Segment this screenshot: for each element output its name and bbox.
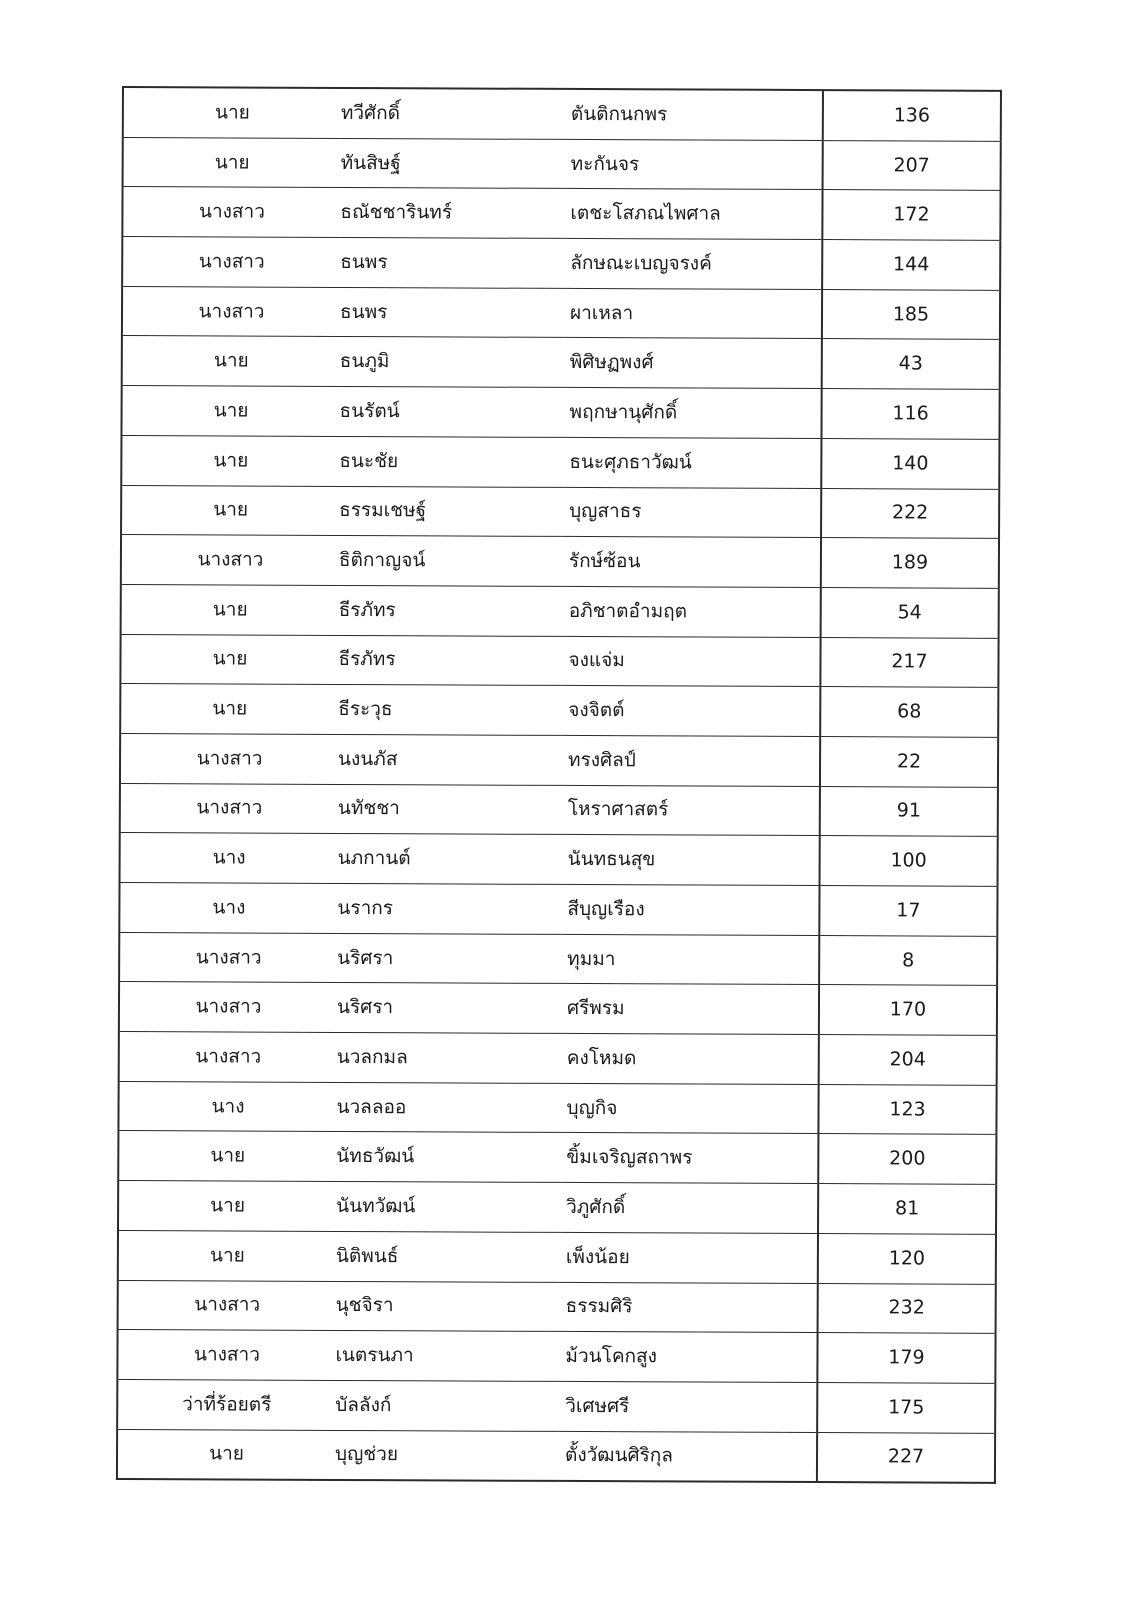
number-cell: 100: [820, 836, 998, 886]
first-name-cell: ธณัชชารินทร์: [340, 188, 564, 239]
table-row: [122, 237, 1000, 291]
number-cell: 136: [823, 90, 1001, 141]
last-name-cell: จงจิตต์: [562, 686, 820, 737]
title-prefix-cell: นาง: [118, 1081, 336, 1132]
table-row: [121, 386, 999, 440]
last-name-cell: ศรีพรม: [561, 984, 819, 1035]
number-cell: 232: [818, 1283, 996, 1333]
table-row: [122, 336, 1000, 390]
first-name-cell: ทวีศักดิ์: [341, 88, 565, 139]
title-prefix-cell: นาย: [120, 684, 338, 735]
number-cell: 170: [819, 985, 997, 1035]
number-cell: 217: [820, 637, 998, 687]
number-cell: 17: [819, 886, 997, 936]
table-row: [119, 1032, 997, 1086]
table-row: [121, 584, 999, 638]
title-prefix-cell: นาย: [123, 87, 341, 138]
last-name-cell: ทรงศิลป์: [562, 735, 820, 786]
table-row: [119, 932, 997, 986]
table-row: [117, 1330, 995, 1384]
first-name-cell: ธนพร: [340, 238, 564, 289]
title-prefix-cell: นาง: [120, 833, 338, 884]
last-name-cell: เพ็งน้อย: [560, 1232, 818, 1283]
last-name-cell: วิเศษศรี: [559, 1381, 817, 1432]
last-name-cell: วิภูศักดิ์: [560, 1183, 818, 1234]
last-name-cell: ทุมมา: [561, 934, 819, 985]
table-row: [117, 1379, 995, 1433]
table-row: [122, 286, 1000, 340]
title-prefix-cell: นางสาว: [119, 982, 337, 1033]
title-prefix-cell: นาย: [118, 1230, 336, 1281]
title-prefix-cell: นาย: [118, 1181, 336, 1232]
number-cell: 120: [818, 1233, 996, 1283]
title-prefix-cell: นางสาว: [122, 187, 340, 238]
number-cell: 8: [819, 935, 997, 985]
number-cell: 179: [817, 1333, 995, 1383]
first-name-cell: ธนะชัย: [339, 436, 563, 487]
number-cell: 91: [820, 786, 998, 836]
first-name-cell: นวลกมล: [337, 1033, 561, 1084]
last-name-cell: บุญสาธร: [563, 487, 821, 538]
table-row: [121, 535, 999, 589]
last-name-cell: รักษ์ซ้อน: [563, 537, 821, 588]
table-row: [118, 1081, 996, 1135]
last-name-cell: พฤกษานุศักดิ์: [563, 388, 821, 439]
title-prefix-cell: นางสาว: [119, 1032, 337, 1083]
number-cell: 185: [822, 289, 1000, 339]
table-row: [123, 87, 1001, 141]
title-prefix-cell: ว่าที่ร้อยตรี: [117, 1379, 335, 1430]
title-prefix-cell: นางสาว: [120, 733, 338, 784]
name-list-table: [116, 86, 1002, 1484]
title-prefix-cell: นางสาว: [119, 932, 337, 983]
table-row: [120, 634, 998, 688]
table-row: [121, 485, 999, 539]
last-name-cell: โหราศาสตร์: [562, 785, 820, 836]
first-name-cell: นุชจิรา: [336, 1281, 560, 1332]
table-row: [123, 137, 1001, 191]
table-row: [122, 187, 1000, 241]
number-cell: 227: [817, 1432, 995, 1483]
first-name-cell: ธีรภัทร: [339, 585, 563, 636]
last-name-cell: ตั้งวัฒนศิริกุล: [559, 1431, 817, 1482]
title-prefix-cell: นาย: [121, 584, 339, 635]
last-name-cell: คงโหมด: [561, 1033, 819, 1084]
table-row: [118, 1230, 996, 1284]
table-row: [120, 783, 998, 837]
first-name-cell: ธนพร: [340, 287, 564, 338]
first-name-cell: ธนภูมิ: [340, 337, 564, 388]
first-name-cell: นงนภัส: [338, 734, 562, 785]
first-name-cell: นัทธวัฒน์: [336, 1132, 560, 1183]
first-name-cell: ธิติกาญจน์: [339, 536, 563, 587]
number-cell: 81: [818, 1184, 996, 1234]
title-prefix-cell: นาย: [117, 1429, 335, 1480]
number-cell: 22: [820, 736, 998, 786]
first-name-cell: นภกานต์: [338, 834, 562, 885]
number-cell: 54: [821, 587, 999, 637]
last-name-cell: ธรรมศิริ: [560, 1282, 818, 1333]
last-name-cell: เตชะโสภณไพศาล: [564, 189, 822, 240]
first-name-cell: นทัชชา: [338, 784, 562, 835]
last-name-cell: นันทธนสุข: [562, 835, 820, 886]
number-cell: 175: [817, 1382, 995, 1432]
last-name-cell: ขิ้มเจริญสถาพร: [560, 1133, 818, 1184]
first-name-cell: นวลลออ: [336, 1082, 560, 1133]
first-name-cell: นริศรา: [337, 983, 561, 1034]
first-name-cell: บัลลังก์: [335, 1380, 559, 1431]
first-name-cell: ธีระวุธ: [338, 685, 562, 736]
title-prefix-cell: นาย: [121, 435, 339, 486]
table-row: [120, 684, 998, 738]
last-name-cell: ตันติกนกพร: [565, 89, 823, 140]
title-prefix-cell: นางสาว: [122, 237, 340, 288]
number-cell: 123: [818, 1084, 996, 1134]
table-row: [121, 435, 999, 489]
last-name-cell: ม้วนโคกสูง: [559, 1332, 817, 1383]
number-cell: 222: [821, 488, 999, 538]
name-list-body: [117, 87, 1001, 1483]
title-prefix-cell: นางสาว: [121, 535, 339, 586]
title-prefix-cell: นาย: [121, 386, 339, 437]
number-cell: 140: [821, 438, 999, 488]
first-name-cell: นริศรา: [337, 933, 561, 984]
last-name-cell: บุญกิจ: [560, 1083, 818, 1134]
last-name-cell: จงแจ่ม: [562, 636, 820, 687]
title-prefix-cell: นางสาว: [120, 783, 338, 834]
title-prefix-cell: นาง: [119, 882, 337, 933]
title-prefix-cell: นาย: [122, 336, 340, 387]
first-name-cell: ธนรัตน์: [339, 387, 563, 438]
table-row: [119, 882, 997, 936]
title-prefix-cell: นาย: [118, 1131, 336, 1182]
first-name-cell: นรากร: [337, 883, 561, 934]
first-name-cell: เนตรนภา: [335, 1331, 559, 1382]
last-name-cell: อภิชาตอำมฤต: [563, 586, 821, 637]
last-name-cell: ธนะศุภธาวัฒน์: [563, 437, 821, 488]
last-name-cell: พิศิษฏพงศ์: [564, 338, 822, 389]
number-cell: 200: [818, 1134, 996, 1184]
first-name-cell: นิติพนธ์: [336, 1231, 560, 1282]
number-cell: 144: [822, 240, 1000, 290]
last-name-cell: ลักษณะเบญจรงค์: [564, 238, 822, 289]
table-row: [119, 982, 997, 1036]
first-name-cell: ธรรมเชษฐ์: [339, 486, 563, 537]
last-name-cell: สีบุญเรือง: [561, 884, 819, 935]
last-name-cell: ทะกันจร: [565, 139, 823, 190]
first-name-cell: บุญช่วย: [335, 1430, 559, 1481]
number-cell: 68: [820, 687, 998, 737]
title-prefix-cell: นาย: [121, 485, 339, 536]
title-prefix-cell: นาย: [120, 634, 338, 685]
title-prefix-cell: นาย: [123, 137, 341, 188]
number-cell: 207: [823, 140, 1001, 190]
table-row: [118, 1181, 996, 1235]
first-name-cell: ทันสิษฐ์: [341, 138, 565, 189]
table-row: [120, 733, 998, 787]
title-prefix-cell: นางสาว: [118, 1280, 336, 1331]
number-cell: 43: [822, 339, 1000, 389]
number-cell: 172: [822, 190, 1000, 240]
first-name-cell: ธีรภัทร: [338, 635, 562, 686]
title-prefix-cell: นางสาว: [117, 1330, 335, 1381]
number-cell: 189: [821, 538, 999, 588]
table-row: [118, 1280, 996, 1334]
table-row: [117, 1429, 995, 1483]
number-cell: 116: [821, 389, 999, 439]
table-row: [120, 833, 998, 887]
number-cell: 204: [819, 1035, 997, 1085]
table-row: [118, 1131, 996, 1185]
title-prefix-cell: นางสาว: [122, 286, 340, 337]
first-name-cell: นันทวัฒน์: [336, 1182, 560, 1233]
last-name-cell: ผาเหลา: [564, 288, 822, 339]
